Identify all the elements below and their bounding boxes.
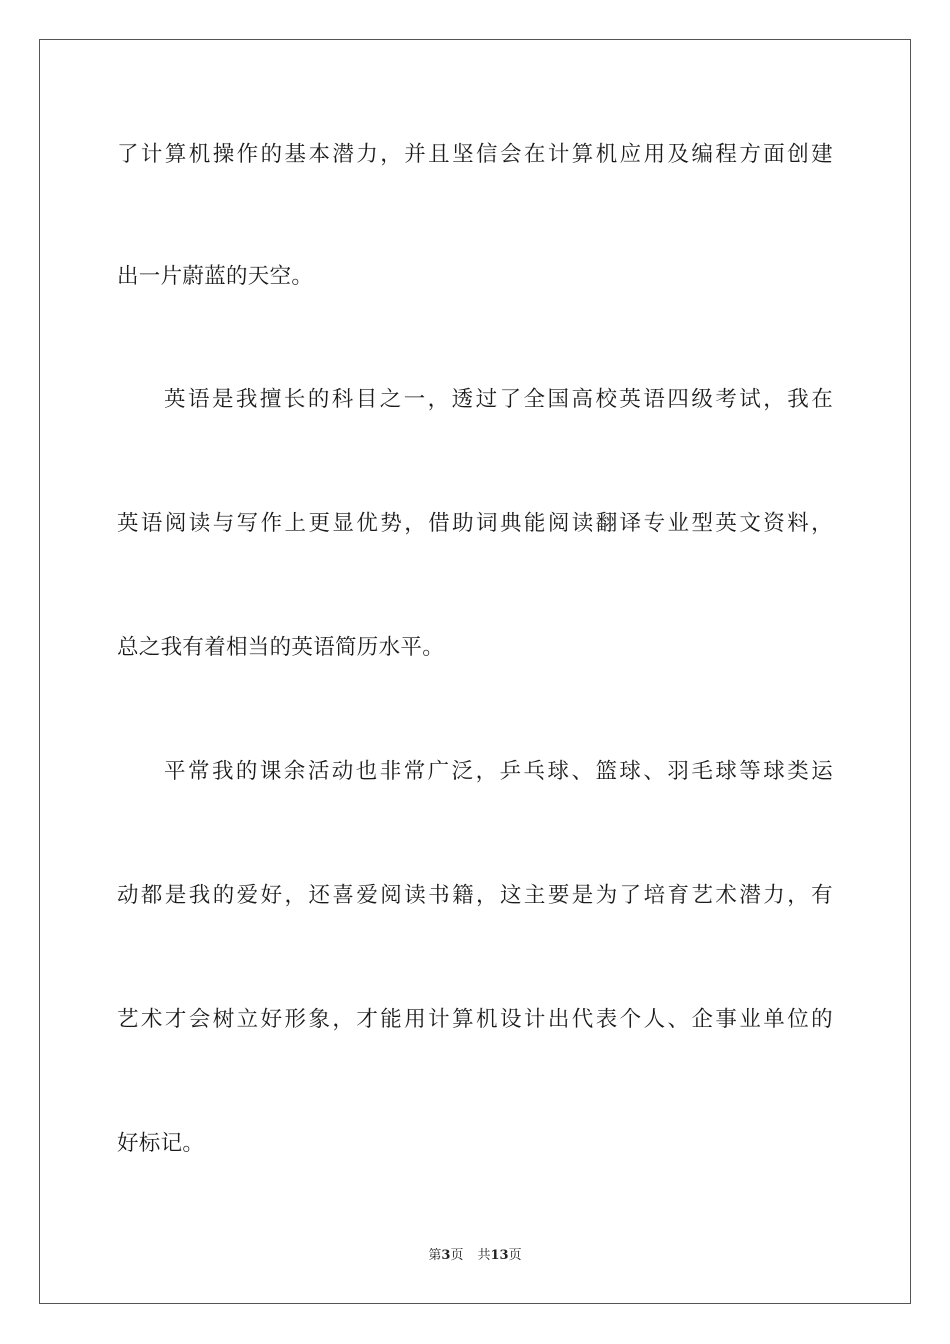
page-total: 13	[490, 1248, 509, 1263]
text-line: 出一片蔚蓝的天空。	[117, 264, 314, 289]
text-line: 总之我有着相当的英语简历水平。	[117, 635, 445, 660]
page-prefix: 第	[428, 1248, 442, 1263]
page-border	[39, 39, 911, 1304]
paragraph-start-line: 平常我的课余活动也非常广泛，乒乓球、篮球、羽毛球等球类运	[164, 759, 833, 784]
total-unit: 页	[508, 1248, 522, 1263]
text-line: 好标记。	[117, 1131, 205, 1156]
page-current: 3	[441, 1248, 451, 1263]
text-line: 动都是我的爱好，还喜爱阅读书籍，这主要是为了培育艺术潜力，有	[117, 883, 833, 908]
total-prefix: 共	[477, 1248, 491, 1263]
page-footer	[0, 1247, 950, 1265]
text-line: 了计算机操作的基本潜力，并且坚信会在计算机应用及编程方面创建	[117, 142, 833, 167]
text-line: 艺术才会树立好形象，才能用计算机设计出代表个人、企事业单位的	[117, 1007, 833, 1032]
text-line: 英语阅读与写作上更显优势，借助词典能阅读翻译专业型英文资料，	[117, 511, 833, 536]
page-unit: 页	[450, 1248, 464, 1263]
paragraph-start-line: 英语是我擅长的科目之一，透过了全国高校英语四级考试，我在	[164, 387, 833, 412]
